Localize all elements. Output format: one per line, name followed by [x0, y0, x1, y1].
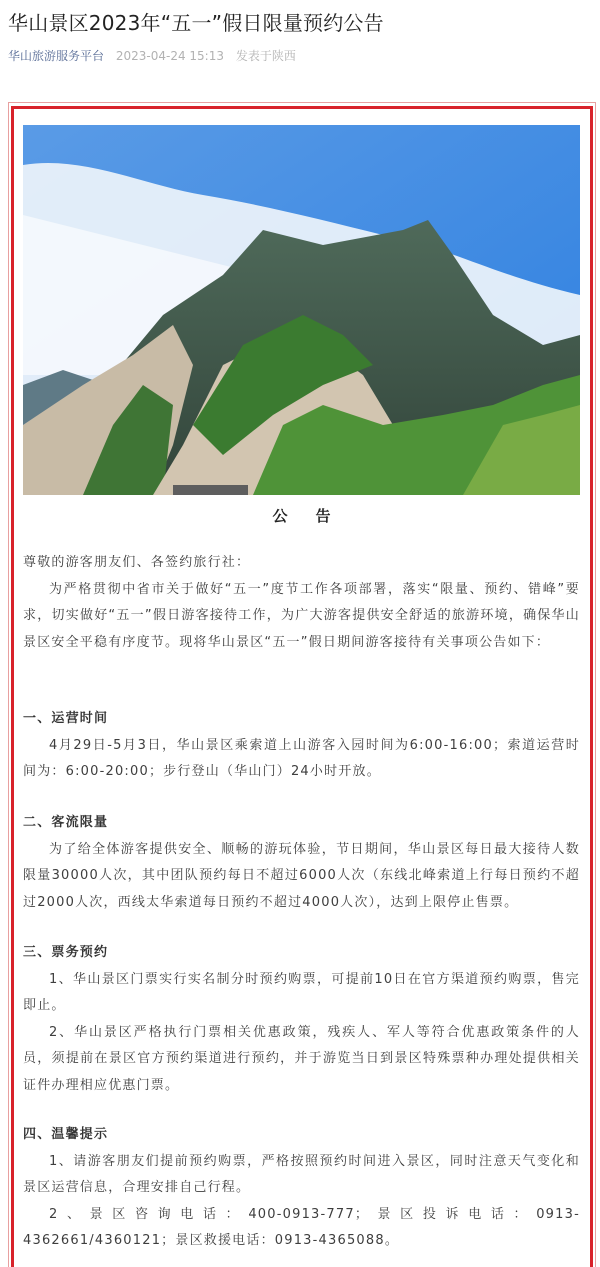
- publish-date: 2023-04-24 15:13: [115, 49, 224, 63]
- section-operating-hours: [23, 706, 580, 786]
- mountain-photo: [23, 125, 580, 495]
- section-title: 四、温馨提示: [23, 1127, 109, 1142]
- huashan-landscape-image: [23, 125, 580, 495]
- notice-greeting: 尊敬的游客朋友们、各签约旅行社：: [23, 555, 251, 570]
- author-link[interactable]: 华山旅游服务平台: [8, 49, 105, 63]
- section-paragraph: 1、华山景区门票实行实名制分时预约购票，可提前10日在官方渠道预约购票，售完即止。: [23, 971, 580, 1013]
- notice-intro: 为严格贯彻中省市关于做好“五一”度节工作各项部署，落实“限量、预约、错峰”要求，切实做好“五一”假日游客接待工作，为广大游客提供安全舒适的旅游环境，确保华山景区安全平稳有序度节。现将华山景区“五一”假日期间游客接待有关事项公告如下：: [23, 581, 580, 650]
- section-paragraph: 1、请游客朋友们提前预约购票，严格按照预约时间进入景区，同时注意天气变化和景区运营信息，合理安排自己行程。: [23, 1153, 580, 1195]
- publish-location: 发表于陕西: [235, 49, 296, 63]
- notice-greeting-block: [23, 550, 580, 656]
- section-title: 二、客流限量: [23, 815, 109, 830]
- article-meta: [8, 47, 296, 65]
- section-ticket-booking: [23, 940, 580, 1099]
- article-title: 华山景区2023年“五一”假日限量预约公告: [8, 11, 384, 35]
- section-title: 一、运营时间: [23, 711, 109, 726]
- notice-heading: 公告: [272, 507, 359, 525]
- section-paragraph: 2、华山景区严格执行门票相关优惠政策，残疾人、军人等符合优惠政策条件的人员，须提前在景区官方预约渠道进行预约，并于游览当日到景区特殊票种办理处提供相关证件办理相应优惠门票。: [23, 1024, 580, 1093]
- section-paragraph: 4月29日-5月3日，华山景区乘索道上山游客入园时间为6:00-16:00；索道运营时间为：6:00-20:00；步行登山（华山门）24小时开放。: [23, 737, 580, 779]
- section-paragraph: 2、景区咨询电话：400-0913-777；景区投诉电话：0913-4362661/4360121；景区救援电话：0913-4365088。: [23, 1206, 580, 1248]
- section-friendly-tips: [23, 1122, 580, 1255]
- section-paragraph: 为了给全体游客提供安全、顺畅的游玩体验，节日期间，华山景区每日最大接待人数限量30000人次，其中团队预约每日不超过6000人次（东线北峰索道上行每日预约不超过2000人次，西线太华索道每日预约不超过4000人次），达到上限停止售票。: [23, 841, 580, 910]
- section-visitor-limit: [23, 810, 580, 916]
- section-title: 三、票务预约: [23, 945, 109, 960]
